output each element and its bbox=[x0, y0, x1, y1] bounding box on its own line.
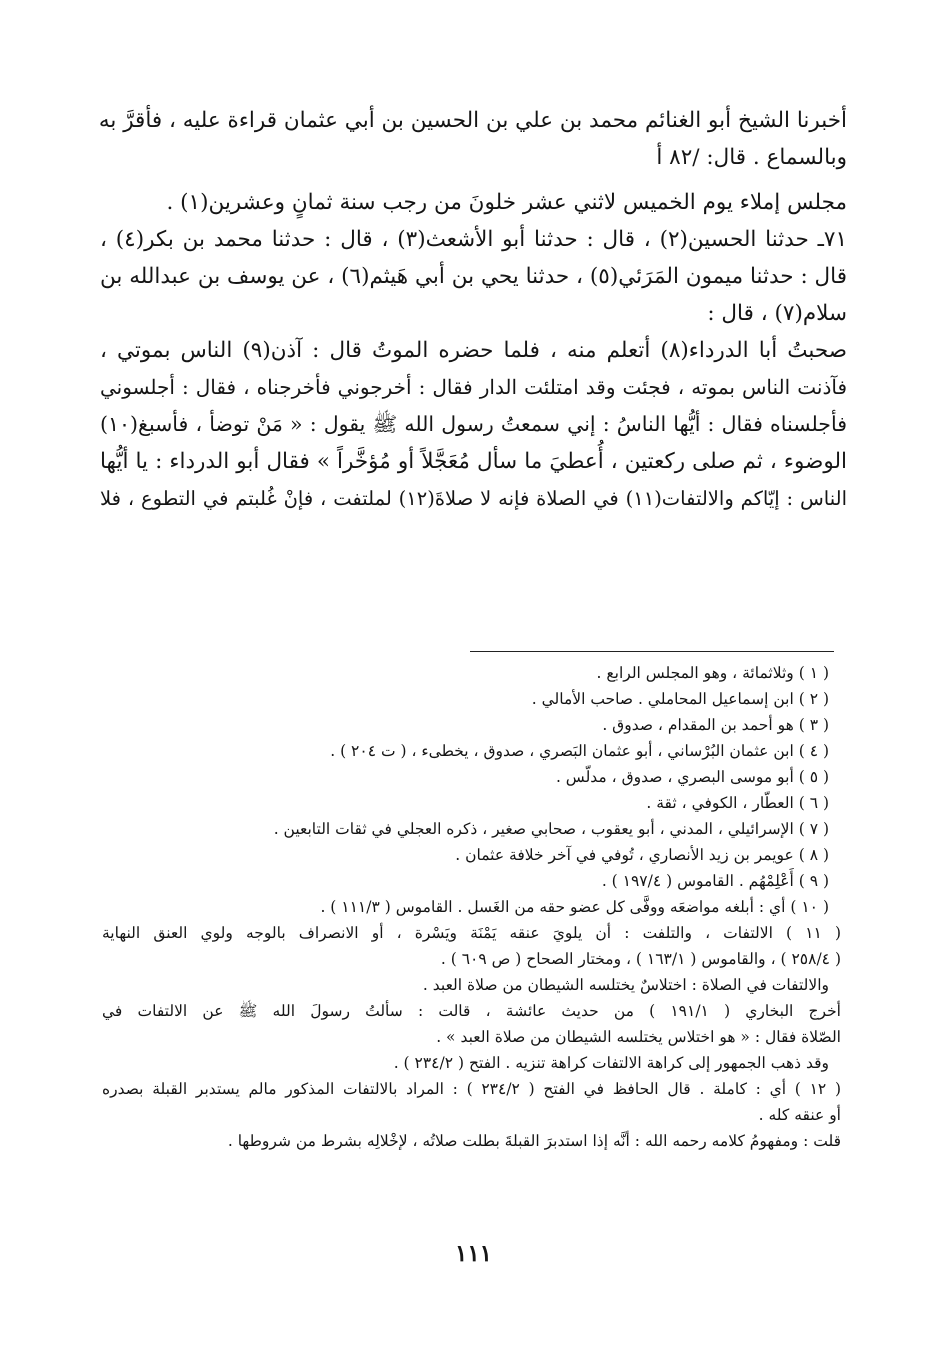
page-number: ١١١ bbox=[454, 1240, 493, 1267]
footnote-line: والالتفات في الصلاة : اختلاسٌ يختلسه الشيطان من صلاة العبد . bbox=[422, 976, 829, 994]
footnote-line: ( ٩ ) أَعْلِمْهُم . القاموس ( ١٩٧/٤ ) . bbox=[601, 872, 829, 890]
text-line: ٧١ـ حدثنا الحسين(٢) ، قال : حدثنا أبو الأشعث(٣) ، قال : حدثنا محمد بن بكر(٤) ، bbox=[100, 227, 847, 252]
footnote-line: ( ٦ ) العطّار ، الكوفي ، ثقة . bbox=[646, 794, 829, 812]
footnote-line: ( ١١ ) الالتفات ، والتلفت : أن يلويَ عنقه يَمْنَة ويَسْرة ، أو الانصراف بالوجه ولوي العنق النهاية bbox=[102, 924, 841, 942]
footnote-line: ( ٥ ) أبو موسى البصري ، صدوق ، مدلّس . bbox=[555, 768, 829, 786]
text-line: وبالسماع . قال: /٨٢ أ bbox=[656, 145, 847, 170]
footnote-line: ( ٧ ) الإسرائيلي ، المدني ، أبو يعقوب ، صحابي صغير ، ذكره العجلي في ثقات التابعين . bbox=[273, 820, 829, 838]
footnote-line: ( ١٢ ) أي : كاملة . قال الحافظ في الفتح ( ٢٣٤/٢ ) : المراد بالالتفات المذكور مالم يستدبر القبلة بصدره bbox=[102, 1080, 841, 1098]
footnote-line: أو عنقه كله . bbox=[758, 1106, 841, 1124]
footnote-line: ( ٢٥٨/٤ ) ، والقاموس ( ١٦٣/١ ) ، ومختار الصحاح ( ص ٦٠٩ ) . bbox=[440, 950, 841, 968]
footnote-line: ( ١ ) وثلاثمائة ، وهو المجلس الرابع . bbox=[596, 664, 829, 682]
footnote-line: ( ٢ ) ابن إسماعيل المحاملي . صاحب الأمالي . bbox=[531, 690, 829, 708]
footnote-line: أخرج البخاري ( ١٩١/١ ) من حديث عائشة ، قالت : سألتُ رسولَ الله ﷺ عن الالتفات في bbox=[102, 1002, 841, 1020]
main-text bbox=[100, 102, 847, 517]
text-line: فآذنت الناس بموته ، فجئت وقد امتلئت الدار فقال : أخرجوني فأخرجناه ، فقال : أجلسوني bbox=[100, 375, 847, 399]
footnote-line: الصّلاة فقال : « هو اختلاس يختلسه الشيطان من صلاة العبد » . bbox=[436, 1028, 841, 1046]
footnote-line: ( ٣ ) هو أحمد بن المقدام ، صدوق . bbox=[602, 716, 829, 734]
footnote-line: ( ٤ ) ابن عثمان البُرْساني ، أبو عثمان البَصري ، صدوق ، يخطىء ، ( ت ٢٠٤ ) . bbox=[330, 742, 829, 760]
text-line: سلام(٧) ، قال : bbox=[707, 301, 847, 326]
session-heading: مجلس إملاء يوم الخميس لاثني عشر خلونَ من رجب سنة ثمانٍ وعشرين(١) . bbox=[166, 190, 847, 215]
text-line: فأجلسناه فقال : أيُّها الناسُ : إني سمعتُ رسول الله ﷺ يقول : « مَنْ توضأ ، فأسبغ(١٠) bbox=[100, 412, 847, 436]
footnote-line: ( ٨ ) عويمر بن زيد الأنصاري ، تُوفي في آخر خلافة عثمان . bbox=[455, 846, 829, 864]
footnote-line: قلت : ومفهومُ كلامه رحمه الله : أنَّه إذا استدبرَ القبلةَ بطلت صلاتُه ، لإخْلالِه بشرط من شروطها . bbox=[227, 1132, 841, 1150]
footnotes bbox=[102, 660, 841, 1154]
footnote-line: وقد ذهب الجمهور إلى كراهة الالتفات كراهة تنزيه . الفتح ( ٢٣٤/٢ ) . bbox=[393, 1054, 829, 1072]
text-line: الناس : إيّاكم والالتفات(١١) في الصلاة فإنه لا صلاةَ(١٢) لملتفت ، فإنْ غُلبتم في التطوع ، فلا bbox=[100, 487, 847, 510]
text-line: أخبرنا الشيخ أبو الغنائم محمد بن علي بن الحسين بن أبي عثمان قراءة عليه ، فأقرَّ به bbox=[98, 108, 847, 133]
text-line: صحبتُ أبا الدرداء(٨) أتعلم منه ، فلما حضره الموتُ قال : آذن(٩) الناس بموتي ، bbox=[100, 338, 848, 363]
text-line: قال : حدثنا ميمون المَرَئي(٥) ، حدثنا يحي بن أبي هَيثم(٦) ، عن يوسف بن عبدالله بن bbox=[100, 264, 847, 289]
footnote-line: ( ١٠ ) أي : أبلغه مواضعَه ووفَّى كل عضو حقه من الغَسل . القاموس ( ١١١/٣ ) . bbox=[320, 898, 829, 916]
text-line: الوضوء ، ثم صلى ركعتين ، أُعطيَ ما سأل مُعَجَّلاً أو مُؤخَّراً » فقال أبو الدرداء : يا أيُّها bbox=[100, 449, 847, 474]
footnote-separator bbox=[470, 651, 834, 652]
